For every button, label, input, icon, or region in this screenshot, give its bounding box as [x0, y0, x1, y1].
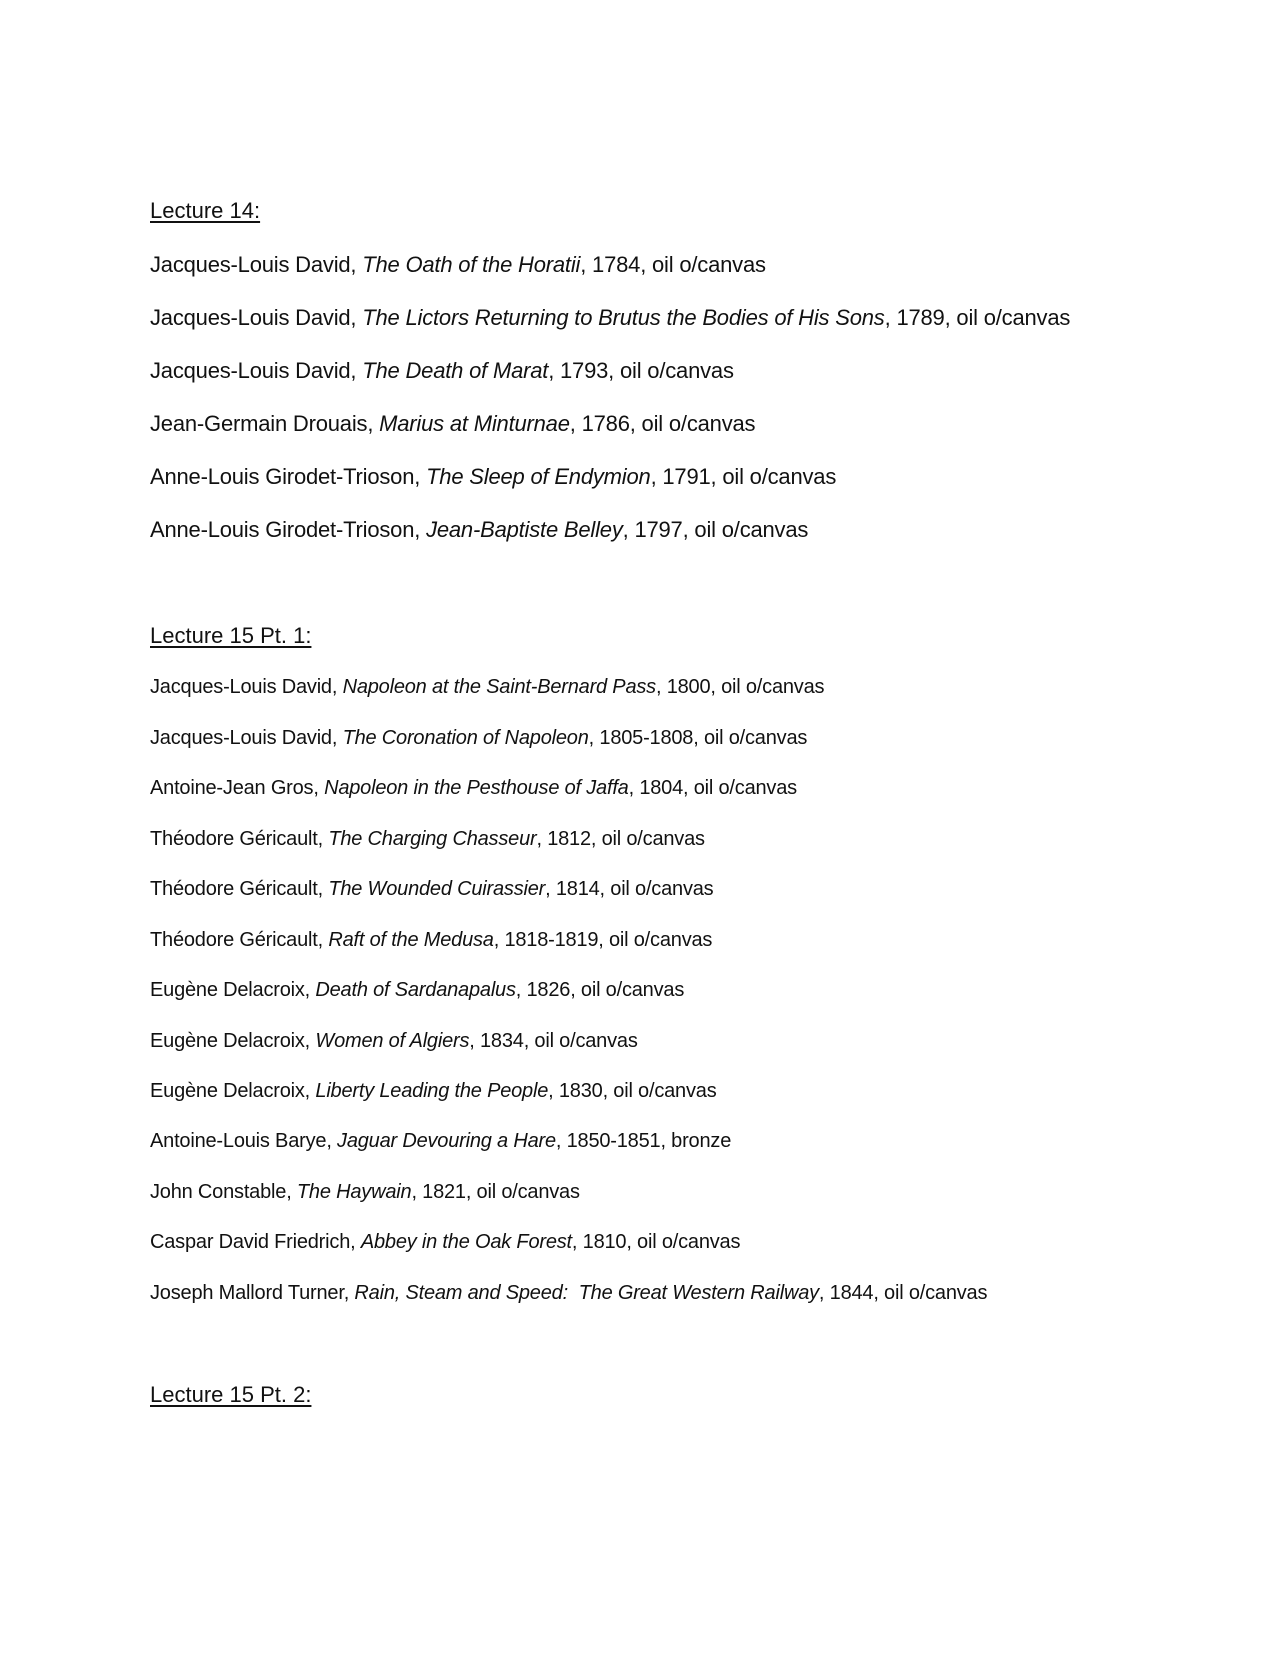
artwork-title: Liberty Leading the People [315, 1080, 549, 1102]
artwork-title: The Sleep of Endymion [426, 464, 651, 489]
artwork-title: The Haywain [296, 1181, 412, 1203]
artist-name: Eugène Delacroix [150, 1030, 305, 1052]
artwork-title: The Lictors Returning to Brutus the Bodies of His Sons [362, 305, 885, 330]
artwork-details: 1786, oil o/canvas [581, 411, 756, 436]
artist-name: Théodore Géricault [150, 878, 318, 900]
artwork-details: 1812, oil o/canvas [547, 828, 705, 850]
artwork-entry: Jacques-Louis David, The Death of Marat, 1793, oil o/canvas [150, 358, 734, 383]
artist-name: Antoine-Louis Barye [150, 1130, 327, 1152]
artwork-entry: Anne-Louis Girodet-Trioson, Jean-Baptiste Belley, 1797, oil o/canvas [150, 517, 809, 542]
artwork-entry: Caspar David Friedrich, Abbey in the Oak Forest, 1810, oil o/canvas [150, 1231, 741, 1253]
artwork-title: Marius at Minturnae [379, 411, 570, 436]
artist-name: Joseph Mallord Turner [150, 1282, 344, 1304]
artist-name: Jacques-Louis David [150, 252, 351, 277]
artwork-entry: John Constable, The Haywain, 1821, oil o/canvas [150, 1181, 580, 1203]
artist-name: Eugène Delacroix [150, 1080, 305, 1102]
artwork-title: Raft of the Medusa [328, 929, 494, 951]
artist-name: Jacques-Louis David [150, 305, 351, 330]
artwork-title: The Charging Chasseur [328, 828, 537, 850]
artwork-details: 1834, oil o/canvas [480, 1030, 638, 1052]
artwork-title: Jean-Baptiste Belley [426, 517, 623, 542]
artwork-entry: Joseph Mallord Turner, Rain, Steam and Speed: The Great Western Railway, 1844, oil o/canvas [150, 1282, 988, 1304]
artwork-title: The Coronation of Napoleon [342, 727, 589, 749]
artwork-details: 1805-1808, oil o/canvas [599, 727, 808, 749]
artist-name: Antoine-Jean Gros [150, 777, 314, 799]
artwork-entry: Antoine-Jean Gros, Napoleon in the Pesthouse of Jaffa, 1804, oil o/canvas [150, 777, 797, 799]
artwork-details: 1810, oil o/canvas [582, 1231, 741, 1253]
section-heading: Lecture 14: [150, 198, 261, 223]
artwork-entry: Jacques-Louis David, The Lictors Returning to Brutus the Bodies of His Sons, 1789, oil o/canvas [150, 305, 1071, 330]
artist-name: Anne-Louis Girodet-Trioson [150, 517, 415, 542]
artist-name: Jacques-Louis David [150, 358, 351, 383]
artwork-title: Napoleon at the Saint-Bernard Pass [342, 676, 656, 698]
artwork-details: 1818-1819, oil o/canvas [504, 929, 713, 951]
artwork-entry: Eugène Delacroix, Death of Sardanapalus, 1826, oil o/canvas [150, 979, 685, 1001]
artwork-title: The Death of Marat [362, 358, 549, 383]
artwork-entry: Jean-Germain Drouais, Marius at Minturnae, 1786, oil o/canvas [150, 411, 756, 436]
artwork-title: Rain, Steam and Speed: The Great Western Railway [354, 1282, 819, 1304]
artwork-title: The Oath of the Horatii [362, 252, 581, 277]
artwork-entry: Jacques-Louis David, Napoleon at the Saint-Bernard Pass, 1800, oil o/canvas [150, 676, 825, 698]
artwork-title: Death of Sardanapalus [315, 979, 516, 1001]
artwork-entry: Eugène Delacroix, Women of Algiers, 1834, oil o/canvas [150, 1030, 638, 1052]
artwork-entry: Théodore Géricault, Raft of the Medusa, 1818-1819, oil o/canvas [150, 929, 713, 951]
artist-name: Anne-Louis Girodet-Trioson [150, 464, 415, 489]
artwork-entry: Théodore Géricault, The Wounded Cuirassier, 1814, oil o/canvas [150, 878, 714, 900]
artwork-details: 1793, oil o/canvas [560, 358, 734, 383]
artist-name: Jacques-Louis David [150, 727, 332, 749]
artwork-title: Napoleon in the Pesthouse of Jaffa [324, 777, 629, 799]
artwork-details: 1804, oil o/canvas [639, 777, 797, 799]
artwork-entry: Jacques-Louis David, The Oath of the Horatii, 1784, oil o/canvas [150, 252, 766, 277]
artwork-entry: Antoine-Louis Barye, Jaguar Devouring a Hare, 1850-1851, bronze [150, 1130, 732, 1152]
artwork-details: 1791, oil o/canvas [662, 464, 837, 489]
section-heading: Lecture 15 Pt. 2: [150, 1382, 312, 1407]
artist-name: John Constable [150, 1181, 287, 1203]
artist-name: Eugène Delacroix [150, 979, 305, 1001]
artwork-details: 1826, oil o/canvas [526, 979, 685, 1001]
artwork-details: 1844, oil o/canvas [829, 1282, 988, 1304]
artwork-entry: Théodore Géricault, The Charging Chasseur, 1812, oil o/canvas [150, 828, 705, 850]
artist-name: Théodore Géricault [150, 828, 318, 850]
artwork-details: 1814, oil o/canvas [555, 878, 714, 900]
artwork-details: 1789, oil o/canvas [896, 305, 1071, 330]
artwork-details: 1821, oil o/canvas [422, 1181, 580, 1203]
artwork-title: The Wounded Cuirassier [328, 878, 546, 900]
artist-name: Caspar David Friedrich [150, 1231, 351, 1253]
artwork-entry: Jacques-Louis David, The Coronation of Napoleon, 1805-1808, oil o/canvas [150, 727, 808, 749]
artwork-details: 1850-1851, bronze [566, 1130, 732, 1152]
section-heading: Lecture 15 Pt. 1: [150, 623, 312, 648]
artwork-details: 1830, oil o/canvas [558, 1080, 717, 1102]
artist-name: Jean-Germain Drouais [150, 411, 368, 436]
artwork-entry: Anne-Louis Girodet-Trioson, The Sleep of Endymion, 1791, oil o/canvas [150, 464, 837, 489]
artwork-title: Jaguar Devouring a Hare [337, 1130, 556, 1152]
artwork-details: 1784, oil o/canvas [592, 252, 766, 277]
artwork-entry: Eugène Delacroix, Liberty Leading the People, 1830, oil o/canvas [150, 1080, 717, 1102]
artist-name: Jacques-Louis David [150, 676, 332, 698]
artwork-title: Women of Algiers [315, 1030, 470, 1052]
artist-name: Théodore Géricault [150, 929, 318, 951]
artwork-details: 1797, oil o/canvas [634, 517, 809, 542]
artwork-title: Abbey in the Oak Forest [360, 1231, 572, 1253]
artwork-details: 1800, oil o/canvas [666, 676, 825, 698]
